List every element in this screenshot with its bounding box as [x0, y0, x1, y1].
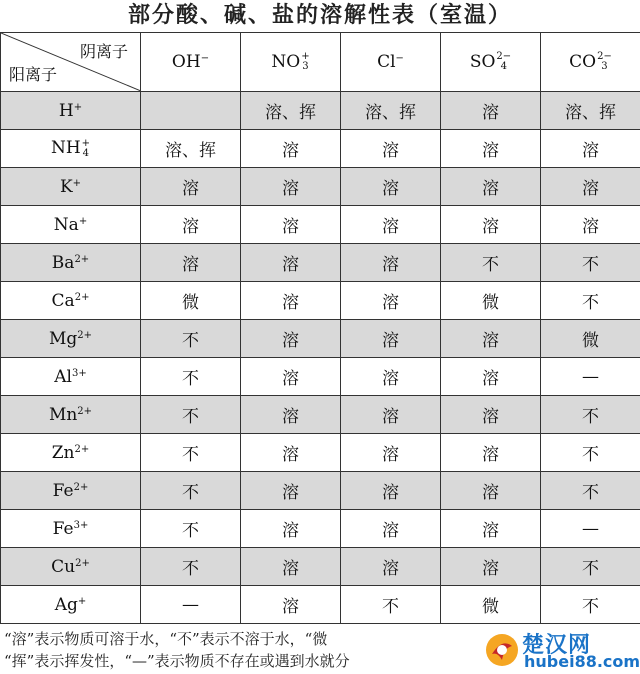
solubility-cell: 溶: [541, 168, 640, 206]
table-row: [1, 586, 640, 624]
table-row: [1, 282, 640, 320]
cation-symbol: Ba: [51, 252, 75, 273]
solubility-cell: 溶: [241, 206, 341, 244]
table-row: [1, 358, 640, 396]
solubility-cell: 不: [541, 472, 640, 510]
solubility-cell: 不: [141, 548, 241, 586]
anion-header-cell: [241, 33, 341, 92]
cation-charge: +: [77, 595, 87, 607]
cation-charge: 2+: [74, 443, 90, 455]
solubility-cell: 溶、挥: [241, 92, 341, 130]
table-row: [1, 510, 640, 548]
cation-symbol: Mg: [48, 328, 78, 349]
solubility-cell: 溶: [441, 206, 541, 244]
solubility-cell: 溶: [441, 472, 541, 510]
solubility-cell: —: [541, 510, 640, 548]
solubility-cell: 溶、挥: [341, 92, 441, 130]
table-body: [1, 92, 640, 624]
page-title: 部分酸、碱、盐的溶解性表（室温）: [127, 2, 512, 28]
cation-formula: [55, 595, 87, 615]
cation-formula: [51, 138, 90, 159]
solubility-cell: 不: [441, 244, 541, 282]
solubility-cell: [141, 92, 241, 130]
anion-charge-stack: [301, 52, 309, 72]
cation-header-cell: [1, 548, 141, 586]
table-row: [1, 396, 640, 434]
solubility-cell: 溶: [341, 130, 441, 168]
cation-header-cell: [1, 244, 141, 282]
table-row: [1, 472, 640, 510]
cation-formula: [52, 253, 89, 273]
anion-header-cell: [441, 33, 541, 92]
solubility-cell: 溶: [341, 510, 441, 548]
solubility-cell: 不: [541, 434, 640, 472]
solubility-cell: 溶、挥: [541, 92, 640, 130]
solubility-cell: 溶: [441, 320, 541, 358]
anion-subscript: 3: [601, 61, 608, 73]
cation-formula: [51, 557, 90, 577]
watermark-url: hubei88.com: [524, 652, 640, 671]
solubility-cell: 溶: [541, 206, 640, 244]
solubility-cell: 溶: [341, 396, 441, 434]
anion-symbol: OH: [171, 52, 201, 72]
anion-charge-stack: [597, 52, 612, 72]
solubility-cell: 溶: [341, 434, 441, 472]
solubility-cell: 溶: [341, 168, 441, 206]
cation-charge: 2+: [73, 481, 89, 493]
anion-symbol: Cl: [377, 52, 396, 72]
cation-header-cell: [1, 206, 141, 244]
table-row: [1, 320, 640, 358]
cation-symbol: Al: [54, 366, 72, 387]
anion-charge: −: [200, 53, 210, 64]
cation-charge: +: [72, 177, 82, 189]
solubility-cell: 不: [141, 510, 241, 548]
solubility-cell: 不: [141, 396, 241, 434]
cation-symbol: Cu: [51, 556, 76, 577]
cation-header-cell: [1, 472, 141, 510]
solubility-cell: 不: [541, 282, 640, 320]
cation-charge: 3+: [73, 519, 89, 531]
cation-formula: [53, 519, 89, 539]
solubility-cell: 不: [141, 320, 241, 358]
cation-charge: 2+: [77, 329, 93, 341]
cation-header-cell: [1, 130, 141, 168]
anion-charge: 2−: [496, 51, 512, 63]
cation-header-cell: [1, 320, 141, 358]
solubility-cell: —: [141, 586, 241, 624]
cation-formula: [59, 101, 82, 121]
cation-formula: [52, 443, 90, 463]
cation-header-cell: [1, 396, 141, 434]
cation-charge: 2+: [75, 557, 90, 569]
solubility-cell: 溶: [541, 130, 640, 168]
table-row: [1, 244, 640, 282]
anion-symbol: SO: [469, 51, 496, 72]
table-row: [1, 434, 640, 472]
table-row: [1, 548, 640, 586]
cation-header-cell: [1, 92, 141, 130]
solubility-cell: 溶: [441, 358, 541, 396]
anion-header-cell: [141, 33, 241, 92]
solubility-cell: 微: [541, 320, 640, 358]
solubility-cell: 不: [541, 396, 640, 434]
watermark-logo-icon: [484, 632, 520, 668]
table-row: [1, 206, 640, 244]
solubility-cell: 溶: [141, 244, 241, 282]
cation-charge: 3+: [71, 367, 87, 379]
solubility-cell: 溶: [441, 92, 541, 130]
solubility-cell: 溶: [241, 168, 341, 206]
solubility-table: [0, 32, 640, 624]
cation-charge: 2+: [74, 291, 90, 303]
cation-formula: [54, 215, 87, 235]
cation-symbol: Mn: [48, 404, 78, 425]
solubility-cell: 溶: [241, 130, 341, 168]
anion-header-cell: [341, 33, 441, 92]
solubility-cell: 微: [441, 282, 541, 320]
anion-subscript: 3: [302, 61, 309, 73]
cation-symbol: Ca: [51, 290, 75, 311]
solubility-cell: 溶: [241, 472, 341, 510]
cation-header-cell: [1, 168, 141, 206]
anion-charge: 2−: [597, 51, 612, 63]
solubility-cell: 不: [141, 472, 241, 510]
table-row: [1, 168, 640, 206]
solubility-cell: 溶: [441, 168, 541, 206]
anion-subscript: 4: [500, 61, 507, 73]
cation-symbol: Fe: [52, 518, 74, 539]
solubility-cell: 溶: [141, 206, 241, 244]
cation-header-cell: [1, 586, 141, 624]
solubility-cell: 溶: [341, 472, 441, 510]
solubility-cell: 溶: [241, 320, 341, 358]
cation-formula: [60, 177, 81, 197]
cation-formula: [54, 367, 86, 387]
anion-formula: [470, 52, 511, 73]
solubility-cell: 微: [441, 586, 541, 624]
solubility-cell: 不: [141, 358, 241, 396]
solubility-cell: 不: [541, 586, 640, 624]
cation-header-cell: [1, 434, 141, 472]
header-row: [1, 33, 640, 92]
solubility-cell: 溶: [141, 168, 241, 206]
solubility-cell: 溶: [341, 244, 441, 282]
cation-header-cell: [1, 282, 141, 320]
cation-symbol: Fe: [52, 480, 74, 501]
footnote-line-2: “挥”表示挥发性，“—”表示物质不存在或遇到水就分: [4, 652, 350, 670]
anion-charge: −: [395, 53, 404, 64]
solubility-cell: 不: [541, 244, 640, 282]
solubility-cell: 溶: [241, 510, 341, 548]
solubility-cell: 溶: [241, 244, 341, 282]
cation-header-label: 阳离子: [9, 65, 58, 84]
table-row: [1, 92, 640, 130]
solubility-cell: 溶: [241, 548, 341, 586]
footnote-line-1: “溶”表示物质可溶于水，“不”表示不溶于水，“微: [4, 630, 328, 648]
cation-symbol: Na: [53, 214, 79, 235]
solubility-cell: 溶: [341, 206, 441, 244]
cation-formula: [52, 291, 90, 311]
solubility-cell: 溶: [341, 358, 441, 396]
solubility-cell: 溶: [241, 396, 341, 434]
anion-header-label: 阴离子: [79, 42, 128, 61]
cation-formula: [49, 405, 92, 425]
cation-charge: +: [78, 215, 88, 227]
anion-formula: [271, 52, 309, 73]
cation-charge: +: [81, 137, 91, 149]
cation-subscript: 4: [82, 147, 90, 159]
solubility-cell: 溶: [441, 510, 541, 548]
anion-charge: +: [301, 51, 310, 63]
cation-charge-stack: [82, 139, 90, 159]
solubility-cell: 溶: [241, 282, 341, 320]
anion-symbol: NO: [271, 51, 301, 72]
solubility-cell: 溶: [241, 358, 341, 396]
solubility-cell: 溶: [441, 396, 541, 434]
cation-symbol: Ag: [54, 594, 78, 615]
anion-symbol: CO: [569, 51, 597, 72]
solubility-cell: 微: [141, 282, 241, 320]
cation-symbol: NH: [50, 138, 81, 159]
solubility-cell: 不: [141, 434, 241, 472]
solubility-cell: 溶: [341, 548, 441, 586]
solubility-cell: 溶: [341, 320, 441, 358]
solubility-cell: 溶: [441, 548, 541, 586]
solubility-cell: 溶: [441, 130, 541, 168]
cation-charge: 2+: [77, 405, 93, 417]
solubility-cell: 不: [541, 548, 640, 586]
solubility-cell: —: [541, 358, 640, 396]
cation-header-cell: [1, 510, 141, 548]
watermark-name: 楚汉网: [522, 633, 592, 658]
solubility-cell: 不: [341, 586, 441, 624]
anion-formula: [569, 52, 612, 73]
cation-header-cell: [1, 358, 141, 396]
anion-formula: [377, 52, 404, 72]
solubility-cell: 溶: [241, 586, 341, 624]
anion-formula: [172, 52, 209, 72]
anion-charge-stack: [496, 52, 511, 72]
solubility-cell: 溶、挥: [141, 130, 241, 168]
corner-cell: [1, 33, 141, 92]
table-row: [1, 130, 640, 168]
cation-charge: 2+: [74, 253, 90, 265]
cation-charge: +: [73, 101, 83, 113]
solubility-cell: 溶: [241, 434, 341, 472]
cation-symbol: H: [58, 100, 74, 121]
cation-symbol: K: [59, 176, 73, 197]
cation-symbol: Zn: [51, 442, 75, 463]
cation-formula: [53, 481, 89, 501]
solubility-cell: 溶: [441, 434, 541, 472]
cation-formula: [49, 329, 92, 349]
anion-header-cell: [541, 33, 640, 92]
solubility-cell: 溶: [341, 282, 441, 320]
watermark: [484, 630, 640, 672]
